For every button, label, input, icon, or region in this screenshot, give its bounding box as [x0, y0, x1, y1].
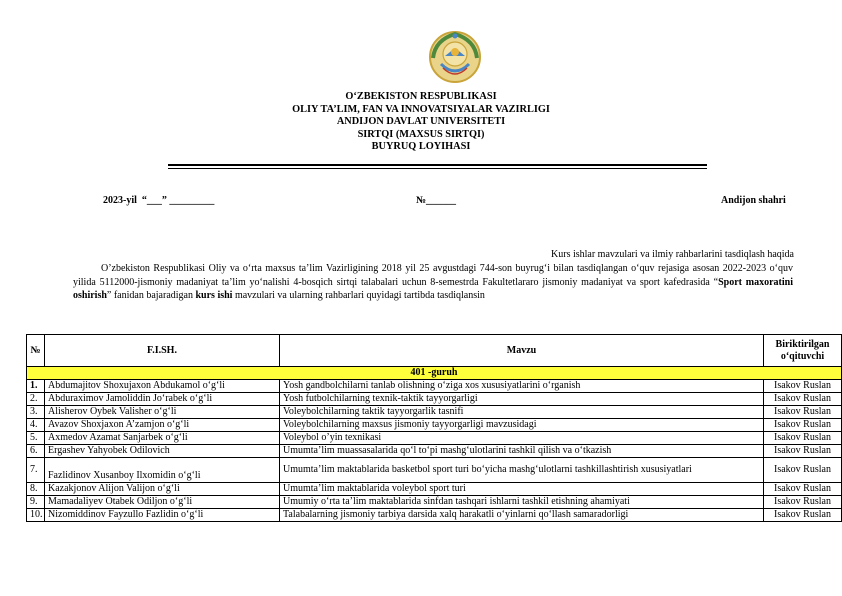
- table-row: [27, 495, 842, 508]
- state-emblem-icon: [427, 28, 483, 84]
- header-department: SIRTQI (MAXSUS SIRTQI): [357, 128, 485, 140]
- intro-text-2: ” fanidan bajaradigan: [106, 290, 196, 302]
- order-date: 2023-yil “___” _________: [103, 195, 215, 206]
- table-row: [27, 379, 842, 392]
- row-topic: Voleybolchilarning maxsus jismoniy tayyorgarligi mavzusidagi: [280, 418, 764, 431]
- row-tutor: Isakov Ruslan: [764, 495, 842, 508]
- row-topic: Voleybolchilarning taktik tayyorgarlik tasnifi: [280, 405, 764, 418]
- topics-table: [26, 334, 842, 522]
- header-ministry: OLIY TA’LIM, FAN VA INNOVATSIYALAR VAZIRLIGI: [292, 103, 550, 115]
- order-number: №______: [416, 195, 457, 206]
- row-topic: Talabalarning jismoniy tarbiya darsida xalq harakatli o‘yinlarni qo‘llash samaradorligi: [280, 508, 764, 521]
- header-tutor: Biriktirilgan o‘qituvchi: [764, 335, 842, 367]
- row-number: 5.: [27, 431, 45, 444]
- group-label: 401 -guruh: [27, 367, 842, 380]
- row-name: Fazlidinov Xusanboy Ilxomidin o‘g‘li: [45, 457, 280, 482]
- row-number: 9.: [27, 495, 45, 508]
- header-rule-thick: [168, 164, 707, 166]
- row-name: Nizomiddinov Fayzullo Fazlidin o‘g‘li: [45, 508, 280, 521]
- table-row: [27, 392, 842, 405]
- row-tutor: Isakov Ruslan: [764, 444, 842, 457]
- table-row: [27, 457, 842, 482]
- row-name: Abdumajitov Shoxujaxon Abdukamol o‘g‘li: [45, 379, 280, 392]
- row-topic: Yosh gandbolchilarni tanlab olishning o‘ziga xos xususiyatlarini o‘rganish: [280, 379, 764, 392]
- header-doc-type: BUYRUQ LOYIHASI: [371, 141, 471, 153]
- intro-text-3: mavzulari va ularning rahbarlari quyidagi tartibda tasdiqlansin: [232, 290, 485, 302]
- row-name: Abduraximov Jamoliddin Jo‘rabek o‘g‘li: [45, 392, 280, 405]
- document-header: [0, 91, 842, 154]
- row-tutor: Isakov Ruslan: [764, 457, 842, 482]
- table-row: [27, 444, 842, 457]
- row-number: 7.: [27, 457, 45, 482]
- header-fullname: F.I.SH.: [45, 335, 280, 367]
- row-topic: Umumta’lim muassasalarida qo‘l to‘pi mashg‘ulotlarini tashkil qilish va o‘tkazish: [280, 444, 764, 457]
- row-name: Kazakjonov Alijon Valijon o‘g‘li: [45, 482, 280, 495]
- row-tutor: Isakov Ruslan: [764, 418, 842, 431]
- row-number: 1.: [27, 379, 45, 392]
- header-topic: Mavzu: [280, 335, 764, 367]
- row-topic: Umumta’lim maktablarida basketbol sport turi bo‘yicha mashg‘ulotlarni tashkillashtirish xususiyatlari: [280, 457, 764, 482]
- row-name: Mamadaliyev Otabek Odiljon o‘g‘li: [45, 495, 280, 508]
- row-number: 6.: [27, 444, 45, 457]
- table-row: [27, 508, 842, 521]
- header-university: ANDIJON DAVLAT UNIVERSITETI: [336, 116, 506, 128]
- order-city: Andijon shahri: [721, 195, 786, 206]
- row-topic: Yosh futbolchilarning texnik-taktik tayyorgarligi: [280, 392, 764, 405]
- row-topic: Voleybol o’yin texnikasi: [280, 431, 764, 444]
- table-row: [27, 431, 842, 444]
- row-number: 2.: [27, 392, 45, 405]
- row-name: Axmedov Azamat Sanjarbek o‘g‘li: [45, 431, 280, 444]
- row-tutor: Isakov Ruslan: [764, 482, 842, 495]
- table-row: [27, 482, 842, 495]
- row-tutor: Isakov Ruslan: [764, 405, 842, 418]
- row-number: 8.: [27, 482, 45, 495]
- header-number: №: [27, 335, 45, 367]
- row-tutor: Isakov Ruslan: [764, 379, 842, 392]
- row-number: 10.: [27, 508, 45, 521]
- row-topic: Umumta’lim maktablarida voleybol sport turi: [280, 482, 764, 495]
- row-name: Alisherov Oybek Valisher o‘g‘li: [45, 405, 280, 418]
- header-rule-thin: [168, 168, 707, 169]
- order-intro: [73, 262, 793, 303]
- intro-text-1: O’zbekiston Respublikasi Oliy va o‘rta maxsus ta’lim Vazirligining 2018 yil 25 avgustdagi 744-son buyrug‘i bilan tasdiqlangan o‘quv rejasiga asosan 2022-2023 o‘quv yilida 5112000-jismoniy madaniyat ta’lim yo‘nalishi 4-bosqich sirtqi talabalari uchun 8-semestrda Fakultetlararo jismoniy madaniyat va sport kafedrasida “: [73, 263, 793, 288]
- row-name: Ergashev Yahyobek Odilovich: [45, 444, 280, 457]
- row-tutor: Isakov Ruslan: [764, 431, 842, 444]
- group-row: [27, 367, 842, 380]
- table-row: [27, 418, 842, 431]
- row-number: 3.: [27, 405, 45, 418]
- row-topic: Umumiy o‘rta ta’lim maktablarida sinfdan tashqari ishlarni tashkil etishning ahamiyati: [280, 495, 764, 508]
- table-header-row: [27, 335, 842, 367]
- row-name: Avazov Shoxjaxon A’zamjon o‘g‘li: [45, 418, 280, 431]
- table-row: [27, 405, 842, 418]
- order-subject: Kurs ishlar mavzulari va ilmiy rahbarlarini tasdiqlash haqida: [551, 249, 794, 260]
- intro-subject-name: Sport maxoratini oshirish: [73, 276, 794, 302]
- row-tutor: Isakov Ruslan: [764, 508, 842, 521]
- intro-work-type: kurs ishi: [195, 290, 233, 302]
- header-country: O‘ZBEKISTON RESPUBLIKASI: [345, 91, 497, 102]
- row-number: 4.: [27, 418, 45, 431]
- row-tutor: Isakov Ruslan: [764, 392, 842, 405]
